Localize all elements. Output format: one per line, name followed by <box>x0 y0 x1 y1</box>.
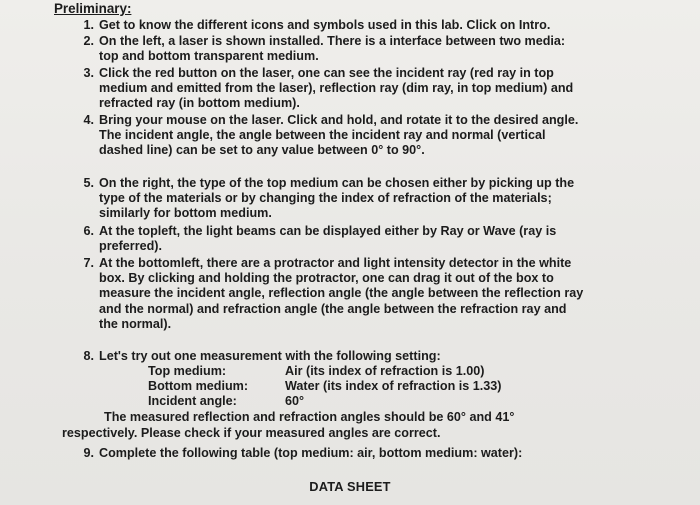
text-line: similarly for bottom medium. <box>99 206 272 221</box>
setting-label-incident-angle: Incident angle: <box>148 394 237 408</box>
item-number: 6. <box>83 224 94 238</box>
section-heading: Preliminary: <box>54 1 132 16</box>
item-number: 7. <box>83 256 94 270</box>
item-number: 8. <box>83 349 94 363</box>
item-number: 9. <box>83 446 94 460</box>
setting-label-top-medium: Top medium: <box>148 364 227 378</box>
item-number: 1. <box>83 18 94 32</box>
item-text <box>99 256 644 332</box>
data-sheet-title: DATA SHEET <box>309 479 391 494</box>
item-text <box>99 113 644 159</box>
text-line: type of the materials or by changing the index of refraction of the materials; <box>99 191 552 206</box>
text-line: dashed line) can be set to any value between 0° to 90°. <box>99 143 425 158</box>
item-text <box>99 66 644 112</box>
expected-result-text-continued: respectively. Please check if your measured angles are correct. <box>62 426 441 440</box>
text-line: Complete the following table (top medium: air, bottom medium: water): <box>99 446 523 460</box>
text-line: refracted ray (in bottom medium). <box>99 96 300 111</box>
text-line: measure the incident angle, reflection angle (the angle between the reflection ray <box>99 286 584 301</box>
text-line: Get to know the different icons and symbols used in this lab. Click on Intro. <box>99 18 551 32</box>
text-line: box. By clicking and holding the protractor, one can drag it out of the box to <box>99 271 554 286</box>
text-line: The incident angle, the angle between the incident ray and normal (vertical <box>99 128 546 143</box>
item-text <box>99 34 644 64</box>
setting-label-bottom-medium: Bottom medium: <box>148 379 249 393</box>
text-line: medium and emitted from the laser), reflection ray (dim ray, in top medium) and <box>99 81 574 96</box>
text-line: On the right, the type of the top medium can be chosen either by picking up the <box>99 176 575 190</box>
item-text <box>99 349 644 364</box>
text-line: preferred). <box>99 239 162 254</box>
text-line: Let's try out one measurement with the following setting: <box>99 349 441 363</box>
item-text <box>99 176 644 222</box>
text-line: At the bottomleft, there are a protractor and light intensity detector in the white <box>99 256 572 270</box>
setting-value-incident-angle: 60° <box>285 394 305 408</box>
text-line: On the left, a laser is shown installed. There is a interface between two media: <box>99 34 566 48</box>
item-text <box>99 224 644 254</box>
item-text <box>99 18 644 33</box>
item-number: 4. <box>83 113 94 127</box>
setting-value-top-medium: Air (its index of refraction is 1.00) <box>285 364 485 378</box>
expected-result-text: The measured reflection and refraction angles should be 60° and 41° <box>104 410 515 424</box>
item-number: 3. <box>83 66 94 80</box>
text-line: and the normal) and refraction angle (the angle between the refraction ray and <box>99 301 567 316</box>
text-line: At the topleft, the light beams can be displayed either by Ray or Wave (ray is <box>99 224 557 238</box>
text-line: the normal). <box>99 316 172 331</box>
item-number: 2. <box>83 34 94 48</box>
text-line: Click the red button on the laser, one can see the incident ray (red ray in top <box>99 66 554 80</box>
setting-value-bottom-medium: Water (its index of refraction is 1.33) <box>285 379 502 393</box>
text-line: Bring your mouse on the laser. Click and hold, and rotate it to the desired angle. <box>99 113 579 127</box>
item-text <box>99 446 644 461</box>
text-line: top and bottom transparent medium. <box>99 49 319 64</box>
item-number: 5. <box>83 176 94 190</box>
